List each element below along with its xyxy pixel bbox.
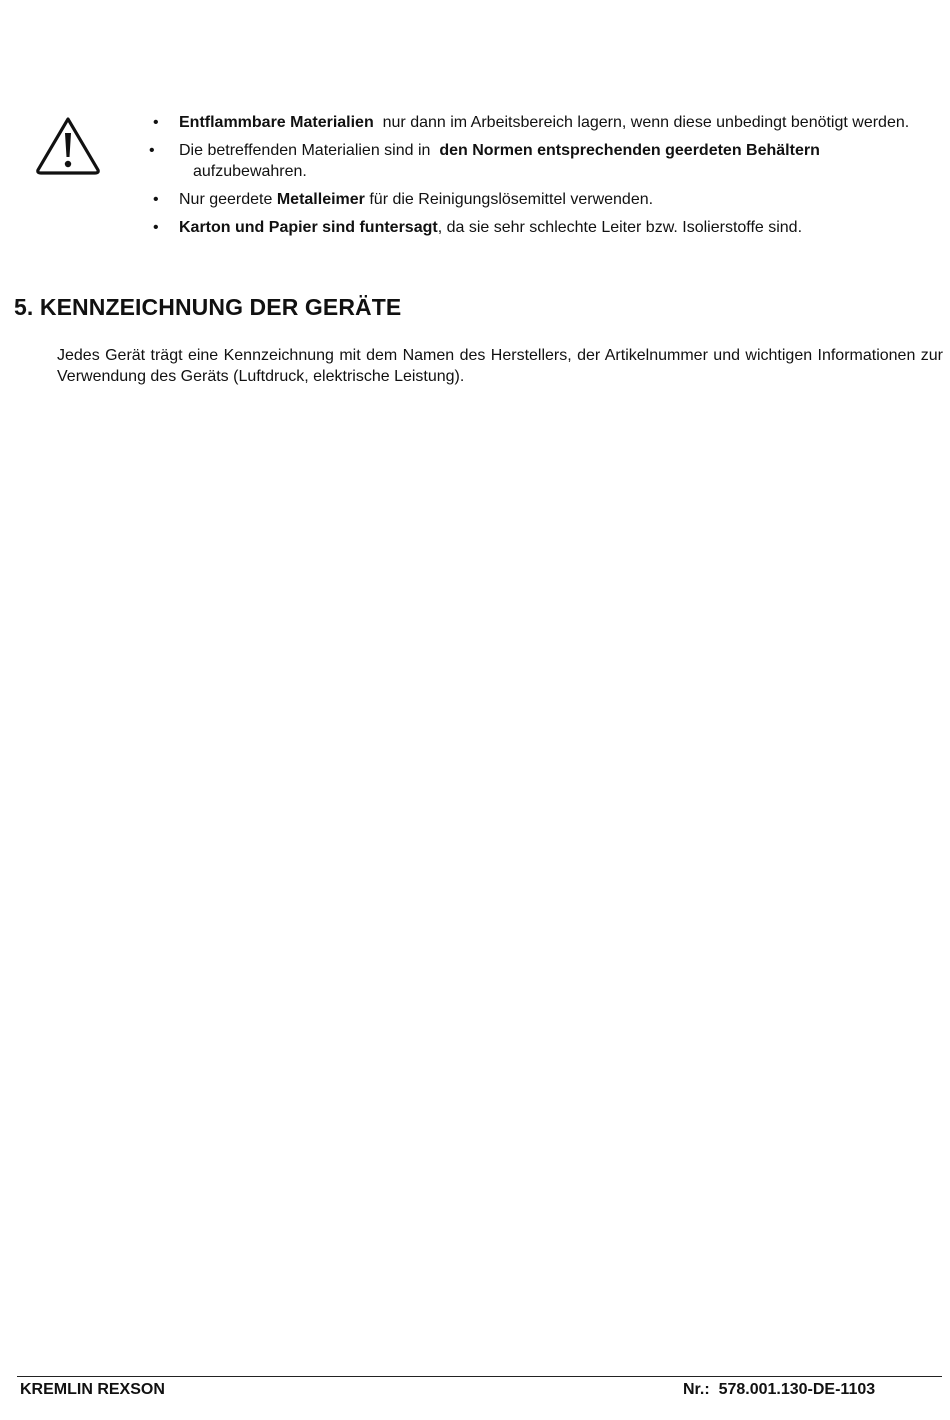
footer-company: KREMLIN REXSON <box>20 1381 165 1398</box>
list-item <box>145 112 927 133</box>
list-item <box>145 217 927 238</box>
item-text: Nur geerdete <box>179 191 273 208</box>
bullet-icon: • <box>153 219 159 236</box>
item-text: für die Reinigungslösemittel verwenden. <box>369 191 654 208</box>
bold-text: Karton und Papier sind funtersagt <box>179 219 438 236</box>
section-body: Jedes Gerät trägt eine Kennzeichnung mit dem Namen des Herstellers, der Artikelnummer und wichtigen Informationen zur Verwendung des Geräts (Luftdruck, elektrische Leistung). <box>57 347 943 385</box>
list-item <box>145 189 927 210</box>
bold-text: Metalleimer <box>276 191 365 208</box>
warning-bullet-list <box>145 112 927 245</box>
bold-text: den Normen entsprechenden geerdeten Behältern <box>439 142 820 159</box>
bullet-icon: • <box>149 142 155 159</box>
footer-doc-number: Nr.: 578.001.130-DE-1103 <box>683 1381 876 1398</box>
item-text: , da sie sehr schlechte Leiter bzw. Isolierstoffe sind. <box>437 219 803 236</box>
warning-triangle-icon <box>34 115 102 177</box>
list-item <box>145 140 927 182</box>
item-text: Die betreffenden Materialien sind in <box>179 142 431 159</box>
bullet-icon: • <box>153 114 159 131</box>
item-text: nur dann im Arbeitsbereich lagern, wenn diese unbedingt benötigt werden. <box>382 114 910 131</box>
item-text: aufzubewahren. <box>193 163 307 180</box>
bold-text: Entflammbare Materialien <box>179 114 374 131</box>
footer-divider <box>17 1376 942 1377</box>
section-title: 5. KENNZEICHNUNG DER GERÄTE <box>14 294 402 320</box>
bullet-icon: • <box>153 191 159 208</box>
